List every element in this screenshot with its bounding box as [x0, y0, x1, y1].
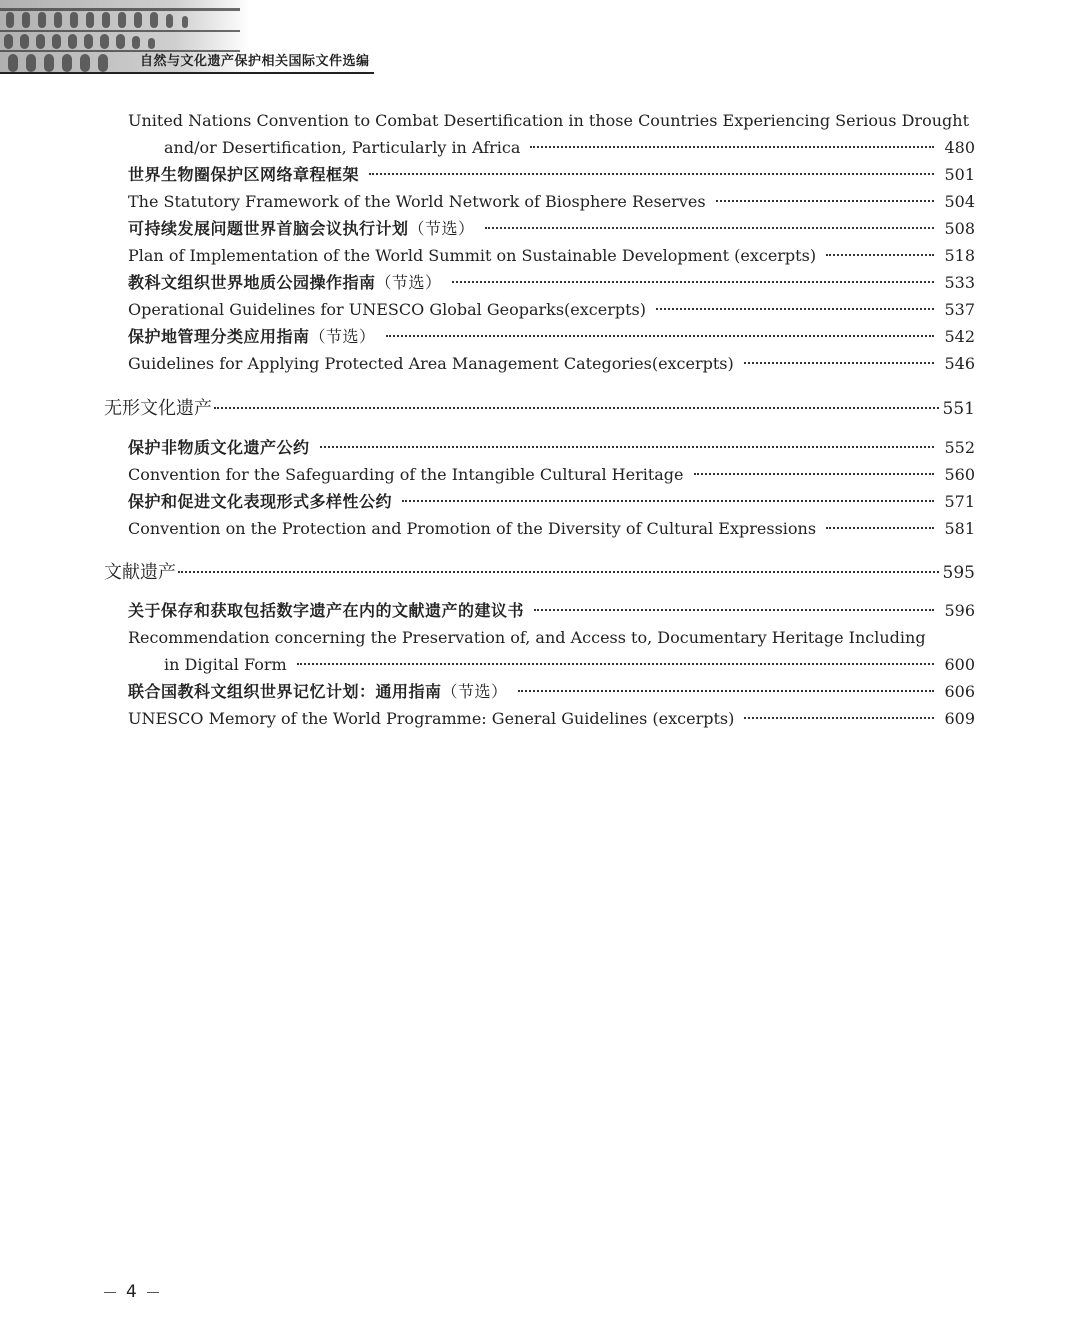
- toc-page-number: 609: [944, 709, 975, 728]
- section-title: 文献遗产: [104, 562, 176, 583]
- page-header: [0, 0, 1080, 76]
- toc-entry[interactable]: [128, 270, 975, 296]
- toc-entry-title: UNESCO Memory of the World Programme: General Guidelines (excerpts): [128, 709, 735, 728]
- toc-page-number: 480: [944, 138, 975, 157]
- dot-leader: [656, 308, 934, 310]
- dot-leader: [402, 500, 934, 502]
- dot-leader: [694, 473, 935, 475]
- toc-entry[interactable]: [164, 135, 975, 161]
- toc-entry-title: 保护非物质文化遗产公约: [128, 438, 310, 457]
- toc-entry-title: 教科文组织世界地质公园操作指南（节选）: [128, 273, 442, 292]
- dot-leader: [297, 663, 935, 665]
- page-footer: [104, 1282, 159, 1302]
- dot-leader: [534, 609, 934, 611]
- dot-leader: [214, 407, 939, 409]
- toc-entry-title: Guidelines for Applying Protected Area Management Categories(excerpts): [128, 354, 734, 373]
- dot-leader: [452, 281, 935, 283]
- dot-leader: [178, 571, 939, 573]
- dot-leader: [716, 200, 935, 202]
- toc-entry-title: 可持续发展问题世界首脑会议执行计划（节选）: [128, 219, 475, 238]
- header-rule: [0, 72, 374, 74]
- toc-page-number: 606: [944, 682, 975, 701]
- toc-entry-title: in Digital Form: [164, 655, 287, 674]
- toc-entry[interactable]: [128, 489, 975, 515]
- toc-page-number: 560: [944, 465, 975, 484]
- dot-leader: [826, 254, 934, 256]
- toc-entry-title: 保护和促进文化表现形式多样性公约: [128, 492, 393, 511]
- toc-entry-title: 保护地管理分类应用指南（节选）: [128, 327, 376, 346]
- toc-entry-title: 关于保存和获取包括数字遗产在内的文献遗产的建议书: [128, 601, 525, 620]
- toc-entry[interactable]: [128, 162, 975, 188]
- dot-leader: [744, 717, 934, 719]
- toc-page-number: 542: [944, 327, 975, 346]
- toc-entry[interactable]: [128, 243, 975, 269]
- toc-entry-title: United Nations Convention to Combat Desertification in those Countries Experiencing Serious Drought: [128, 111, 969, 130]
- dot-leader: [320, 446, 935, 448]
- toc-entry[interactable]: [128, 108, 975, 134]
- toc-entry[interactable]: [128, 324, 975, 350]
- section-title: 无形文化遗产: [104, 398, 212, 419]
- section-page-number: 595: [942, 563, 975, 583]
- page-number: 4: [126, 1282, 137, 1302]
- toc-page-number: 571: [944, 492, 975, 511]
- toc-entry-title: Plan of Implementation of the World Summit on Sustainable Development (excerpts): [128, 246, 817, 265]
- toc-section-documentary[interactable]: [104, 560, 975, 586]
- toc-entry-title: 联合国教科文组织世界记忆计划：通用指南（节选）: [128, 682, 508, 701]
- toc-page-number: 508: [944, 219, 975, 238]
- toc-entry[interactable]: [128, 516, 975, 542]
- section-page-number: 551: [942, 399, 975, 419]
- toc-section-intangible[interactable]: [104, 396, 975, 422]
- toc-entry[interactable]: [128, 216, 975, 242]
- toc-entry-title: 世界生物圈保护区网络章程框架: [128, 165, 360, 184]
- toc-page-number: 581: [944, 519, 975, 538]
- toc-entry-title: Convention for the Safeguarding of the Intangible Cultural Heritage: [128, 465, 684, 484]
- dot-leader: [386, 335, 935, 337]
- toc-page-number: 518: [944, 246, 975, 265]
- toc-entry[interactable]: [128, 189, 975, 215]
- toc-page-number: 600: [944, 655, 975, 674]
- dot-leader: [826, 527, 934, 529]
- dot-leader: [485, 227, 935, 229]
- toc-entry[interactable]: [128, 435, 975, 461]
- toc-entry[interactable]: [128, 625, 975, 651]
- toc-page-number: 546: [944, 354, 975, 373]
- toc-entry[interactable]: [128, 462, 975, 488]
- toc-entry[interactable]: [164, 652, 975, 678]
- toc-entry[interactable]: [128, 598, 975, 624]
- footer-dash-right: [147, 1292, 159, 1293]
- toc-entry[interactable]: [128, 679, 975, 705]
- dot-leader: [518, 690, 935, 692]
- dot-leader: [369, 173, 934, 175]
- toc-page-number: 596: [944, 601, 975, 620]
- running-title: 自然与文化遗产保护相关国际文件选编: [140, 54, 370, 69]
- toc-entry[interactable]: [128, 297, 975, 323]
- footer-dash-left: [104, 1292, 116, 1293]
- toc-page-number: 537: [944, 300, 975, 319]
- toc-entry-title: Recommendation concerning the Preservation of, and Access to, Documentary Heritage Including: [128, 628, 926, 647]
- dot-leader: [530, 146, 934, 148]
- toc-page-number: 501: [944, 165, 975, 184]
- dot-leader: [744, 362, 935, 364]
- toc-page-number: 504: [944, 192, 975, 211]
- toc-entry-title: Operational Guidelines for UNESCO Global Geoparks(excerpts): [128, 300, 646, 319]
- toc-entry[interactable]: [128, 351, 975, 377]
- toc-page-number: 552: [944, 438, 975, 457]
- toc-page-number: 533: [944, 273, 975, 292]
- toc-entry-title: Convention on the Protection and Promotion of the Diversity of Cultural Expressions: [128, 519, 817, 538]
- toc-entry[interactable]: [128, 706, 975, 732]
- toc-entry-title: and/or Desertification, Particularly in Africa: [164, 138, 521, 157]
- toc-entry-title: The Statutory Framework of the World Network of Biosphere Reserves: [128, 192, 706, 211]
